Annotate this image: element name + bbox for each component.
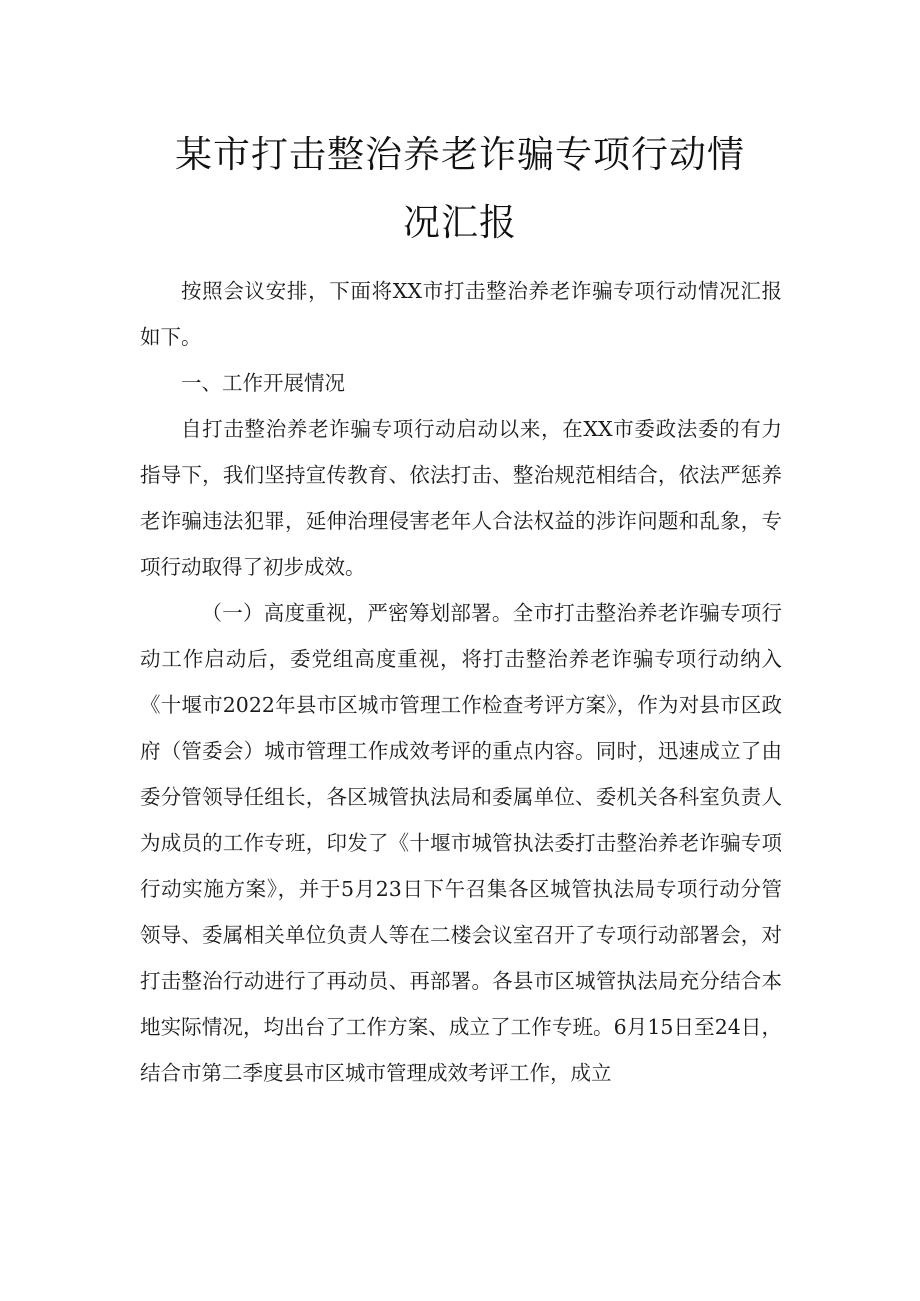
document-title-line-1: 某市打击整治养老诈骗专项行动情: [175, 133, 745, 176]
section-heading: 一、工作开展情况: [181, 371, 345, 395]
document-title-line-2: 况汇报: [403, 201, 517, 244]
subsection-paragraph: （一）高度重视，严密筹划部署。全市打击整治养老诈骗专项行动工作启动后，委党组高度重视，将打击整治养老诈骗专项行动纳入《十堰市2022年县市区城市管理工作检查考评方案》，作为对县市区政府（管委会）城市管理工作成效考评的重点内容。同时，迅速成立了由委分管领导任组长，各区城管执法局和委属单位、委机关各科室负责人为成员的工作专班，印发了《十堰市城管执法委打击整治养老诈骗专项行动实施方案》，并于5月23日下午召集各区城管执法局专项行动分管领导、委属相关单位负责人等在二楼会议室召开了专项行动部署会，对打击整治行动进行了再动员、再部署。各县市区城管执法局充分结合本地实际情况，均出台了工作方案、成立了工作专班。6月15日至24日，结合市第二季度县市区城市管理成效考评工作，成立: [140, 601, 782, 1085]
intro-paragraph: 按照会议安排，下面将XX市打击整治养老诈骗专项行动情况汇报如下。: [140, 279, 782, 349]
overview-paragraph: 自打击整治养老诈骗专项行动启动以来，在XX市委政法委的有力指导下，我们坚持宣传教育、依法打击、整治规范相结合，依法严惩养老诈骗违法犯罪，延伸治理侵害老年人合法权益的涉诈问题和乱象，专项行动取得了初步成效。: [140, 417, 782, 579]
document-body: [140, 268, 782, 1096]
